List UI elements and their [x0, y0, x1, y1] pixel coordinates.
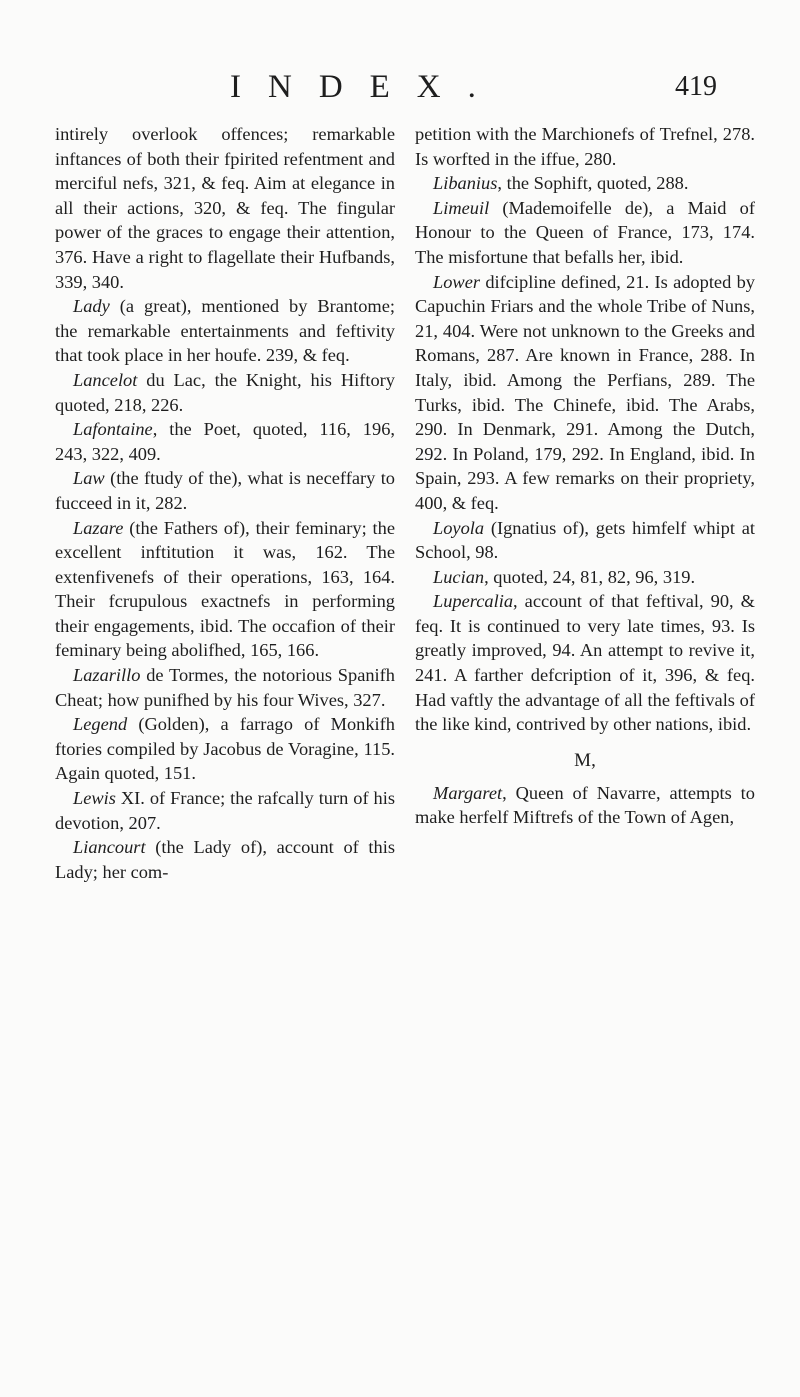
entry-head: Lancelot	[73, 369, 138, 390]
entry-body: petition with the Marchionefs of Trefnel, 278. Is worfted in the iffue, 280.	[415, 124, 755, 169]
entry-head: Liancourt	[73, 837, 146, 858]
page-header	[0, 62, 800, 112]
entry-body: intirely overlook offences; remarkable inftances of both their fpirited refentment and merciful nefs, 321, & feq. Aim at elegance in all their actions, 320, & feq. The fingular power of the graces to engage their attention, 376. Have a right to flagellate their Hufbands, 339, 340.	[55, 124, 395, 292]
index-entry	[55, 122, 395, 294]
index-entry	[415, 781, 755, 830]
index-entry	[415, 122, 755, 171]
entry-head: Loyola	[433, 517, 485, 538]
entry-body: , the Sophift, quoted, 288.	[497, 173, 689, 194]
entry-head: Lewis	[73, 788, 116, 809]
entry-body: (the ftudy of the), what is neceffary to fucceed in it, 282.	[55, 468, 395, 513]
entry-head: Limeuil	[433, 197, 490, 218]
entry-body: (Mademoifelle de), a Maid of Honour to the Queen of France, 173, 174. The misfortune that befalls her, ibid.	[415, 197, 755, 267]
entry-head: Lafontaine	[73, 419, 153, 440]
index-entry	[55, 516, 395, 664]
entry-head: Lucian	[433, 566, 485, 587]
entry-body: (the Lady of), account of this Lady; her com-	[55, 837, 395, 882]
index-entry	[55, 466, 395, 515]
index-entry	[415, 565, 755, 590]
entry-head: Lower	[433, 271, 481, 292]
entry-body: (Golden), a farrago of Monkifh ftories compiled by Jacobus de Voragine, 115. Again quoted, 151.	[55, 714, 395, 784]
entry-body: XI. of France; the rafcally turn of his devotion, 207.	[55, 788, 395, 833]
left-column	[55, 122, 395, 884]
right-column	[415, 122, 755, 830]
index-entry	[55, 368, 395, 417]
entry-head: Lazarillo	[73, 665, 141, 686]
entry-head: Lady	[73, 296, 110, 317]
section-letter: M,	[574, 749, 596, 771]
page-title: INDEX.	[230, 69, 503, 105]
entry-body: , Queen of Navarre, attempts to make herfelf Miftrefs of the Town of Agen,	[415, 782, 755, 828]
entry-head: Lupercalia	[433, 591, 514, 612]
entry-body: , the Poet, quoted, 116, 196, 243, 322, 409.	[55, 419, 395, 464]
entry-head: Legend	[73, 714, 128, 735]
index-entry	[415, 196, 755, 270]
entry-body: (the Fathers of), their feminary; the excellent inftitution it was, 162. The extenfivenefs of their operations, 163, 164. Their fcrupulous exactnefs in performing their engagements, ibid. The occafion of their feminary being abolifhed, 165, 166.	[55, 517, 395, 661]
entry-body: du Lac, the Knight, his Hiftory quoted, 218, 226.	[55, 369, 395, 415]
entry-body: difcipline defined, 21. Is adopted by Capuchin Friars and the whole Tribe of Nuns, 21, 404. Were not unknown to the Greeks and Romans, 287. Are known in France, 288. In Italy, ibid. Among the Perfians, 289. The Turks, ibid. The Chinefe, ibid. The Arabs, 290. In Denmark, 291. Among the Dutch, 292. In Poland, 179, 292. In England, ibid. In Spain, 293. A few remarks on their propriety, 400, & feq.	[415, 271, 755, 513]
page-number: 419	[675, 71, 717, 102]
index-entry	[415, 270, 755, 516]
index-entry	[415, 171, 755, 196]
index-entry	[55, 835, 395, 884]
index-entry	[55, 786, 395, 835]
index-entry	[55, 663, 395, 712]
entry-body: (Ignatius of), gets himfelf whipt at School, 98.	[415, 517, 755, 563]
entry-head: Margaret	[433, 782, 503, 803]
index-entry	[415, 589, 755, 737]
entry-body: de Tormes, the notorious Spanifh Cheat; how punifhed by his four Wives, 327.	[55, 665, 395, 710]
entry-body: (a great), mentioned by Brantome; the remarkable entertainments and feftivity that took place in her houfe. 239, & feq.	[55, 296, 395, 366]
index-entry	[55, 417, 395, 466]
entry-body: , account of that feftival, 90, & feq. It is continued to very late times, 93. Is greatly improved, 94. An attempt to revive it, 241. A farther defcription of it, 396, & feq. Had vaftly the advantage of all the feftivals of the like kind, contrived by other nations, ibid.	[415, 591, 755, 735]
entry-head: Law	[73, 468, 105, 489]
index-entry	[55, 712, 395, 786]
entry-head: Libanius	[433, 173, 498, 194]
index-entry	[415, 516, 755, 565]
entry-body: , quoted, 24, 81, 82, 96, 319.	[484, 566, 696, 587]
index-entry	[55, 294, 395, 368]
entry-head: Lazare	[73, 517, 124, 538]
